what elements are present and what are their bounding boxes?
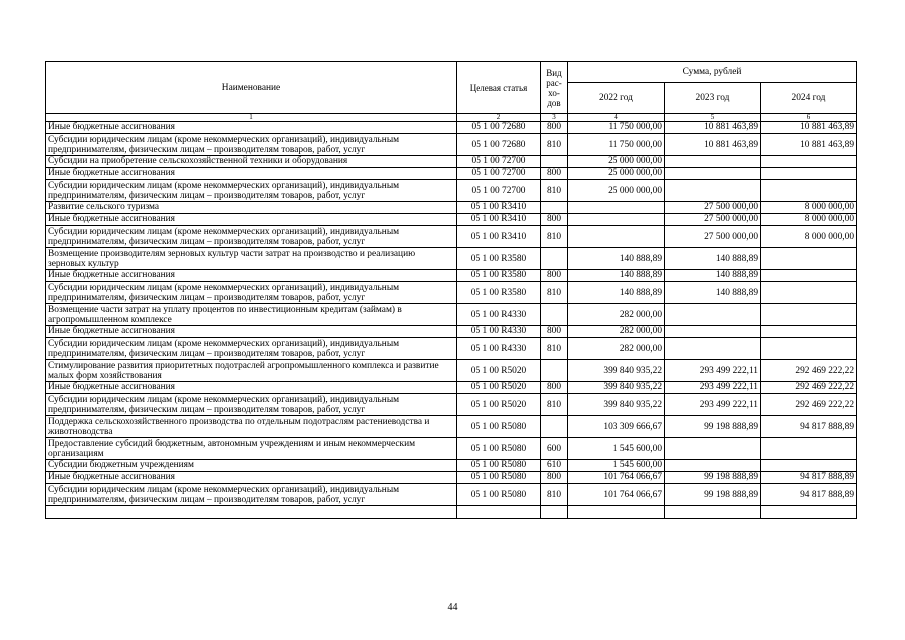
- row-sum-2024: [761, 460, 857, 472]
- row-sum-2022: 282 000,00: [568, 326, 665, 338]
- row-target-article: 05 1 00 R4330: [457, 326, 541, 338]
- row-sum-2022: 1 545 600,00: [568, 438, 665, 460]
- row-name: Субсидии юридическим лицам (кроме некоммерческих организаций), индивидуальным предпринимателям, физическим лицам – производителям товаров, работ, услуг: [46, 180, 457, 202]
- table-row: [46, 472, 857, 484]
- row-expense-type: [541, 304, 568, 326]
- row-target-article: 05 1 00 R5080: [457, 416, 541, 438]
- table-row: [46, 382, 857, 394]
- row-name: Иные бюджетные ассигнования: [46, 122, 457, 134]
- row-sum-2023: 99 198 888,89: [665, 416, 761, 438]
- row-target-article: 05 1 00 R3580: [457, 282, 541, 304]
- row-target-article: 05 1 00 R3580: [457, 270, 541, 282]
- row-name: Развитие сельского туризма: [46, 202, 457, 214]
- row-name: Субсидии бюджетным учреждениям: [46, 460, 457, 472]
- row-sum-2024: [761, 326, 857, 338]
- row-target-article: 05 1 00 R3410: [457, 202, 541, 214]
- empty-cell: [568, 506, 665, 519]
- row-expense-type: 800: [541, 122, 568, 134]
- row-expense-type: 800: [541, 326, 568, 338]
- row-expense-type: [541, 202, 568, 214]
- row-sum-2022: 140 888,89: [568, 270, 665, 282]
- row-target-article: 05 1 00 R5080: [457, 472, 541, 484]
- empty-cell: [541, 506, 568, 519]
- col-number: 4: [568, 114, 665, 122]
- row-expense-type: [541, 360, 568, 382]
- row-sum-2024: [761, 168, 857, 180]
- table-row: [46, 134, 857, 156]
- row-expense-type: 810: [541, 338, 568, 360]
- row-sum-2023: 27 500 000,00: [665, 226, 761, 248]
- col-number: 2: [457, 114, 541, 122]
- row-target-article: 05 1 00 72700: [457, 156, 541, 168]
- table-row: [46, 282, 857, 304]
- row-name: Субсидии юридическим лицам (кроме некоммерческих организаций), индивидуальным предпринимателям, физическим лицам – производителям товаров, работ, услуг: [46, 134, 457, 156]
- row-sum-2023: 99 198 888,89: [665, 484, 761, 506]
- row-expense-type: 810: [541, 226, 568, 248]
- row-sum-2024: [761, 180, 857, 202]
- col-number: 3: [541, 114, 568, 122]
- row-name: Субсидии юридическим лицам (кроме некоммерческих организаций), индивидуальным предпринимателям, физическим лицам – производителям товаров, работ, услуг: [46, 394, 457, 416]
- row-sum-2022: 282 000,00: [568, 304, 665, 326]
- row-sum-2024: [761, 338, 857, 360]
- row-expense-type: 810: [541, 394, 568, 416]
- row-sum-2024: 292 469 222,22: [761, 360, 857, 382]
- col-number: 1: [46, 114, 457, 122]
- row-sum-2022: [568, 226, 665, 248]
- table-row: [46, 214, 857, 226]
- row-sum-2023: [665, 438, 761, 460]
- row-sum-2023: [665, 156, 761, 168]
- row-sum-2023: 99 198 888,89: [665, 472, 761, 484]
- row-name: Субсидии на приобретение сельскохозяйственной техники и оборудования: [46, 156, 457, 168]
- col-number: 5: [665, 114, 761, 122]
- row-sum-2024: 94 817 888,89: [761, 484, 857, 506]
- empty-cell: [46, 506, 457, 519]
- row-name: Иные бюджетные ассигнования: [46, 214, 457, 226]
- row-target-article: 05 1 00 R5020: [457, 394, 541, 416]
- row-target-article: 05 1 00 R5080: [457, 460, 541, 472]
- row-expense-type: 800: [541, 472, 568, 484]
- header-year-2022: 2022 год: [568, 83, 665, 114]
- row-name: Стимулирование развития приоритетных подотраслей агропромышленного комплекса и развитие малых форм хозяйствования: [46, 360, 457, 382]
- header-name: Наименование: [46, 62, 457, 114]
- table-row: [46, 270, 857, 282]
- row-name: Иные бюджетные ассигнования: [46, 382, 457, 394]
- row-sum-2024: 94 817 888,89: [761, 472, 857, 484]
- row-expense-type: 800: [541, 270, 568, 282]
- row-expense-type: 800: [541, 382, 568, 394]
- row-sum-2022: 25 000 000,00: [568, 156, 665, 168]
- row-sum-2022: 101 764 066,67: [568, 484, 665, 506]
- row-name: Иные бюджетные ассигнования: [46, 472, 457, 484]
- row-sum-2023: [665, 180, 761, 202]
- row-sum-2022: 11 750 000,00: [568, 122, 665, 134]
- row-sum-2024: [761, 156, 857, 168]
- row-sum-2024: [761, 304, 857, 326]
- row-sum-2023: 293 499 222,11: [665, 360, 761, 382]
- table-row: [46, 180, 857, 202]
- table-row: [46, 226, 857, 248]
- row-sum-2024: 8 000 000,00: [761, 202, 857, 214]
- row-name: Поддержка сельскохозяйственного производства по отдельным подотраслям растениеводства и животноводства: [46, 416, 457, 438]
- row-sum-2022: [568, 214, 665, 226]
- table-row: [46, 438, 857, 460]
- row-name: Субсидии юридическим лицам (кроме некоммерческих организаций), индивидуальным предпринимателям, физическим лицам – производителям товаров, работ, услуг: [46, 282, 457, 304]
- row-target-article: 05 1 00 72680: [457, 134, 541, 156]
- row-target-article: 05 1 00 R5080: [457, 484, 541, 506]
- row-sum-2022: 11 750 000,00: [568, 134, 665, 156]
- row-target-article: 05 1 00 R5020: [457, 382, 541, 394]
- table-row: [46, 202, 857, 214]
- row-sum-2022: 399 840 935,22: [568, 382, 665, 394]
- row-sum-2022: 399 840 935,22: [568, 394, 665, 416]
- row-sum-2022: 25 000 000,00: [568, 168, 665, 180]
- row-sum-2022: 140 888,89: [568, 282, 665, 304]
- row-sum-2023: [665, 168, 761, 180]
- table-row: [46, 168, 857, 180]
- row-target-article: 05 1 00 R5080: [457, 438, 541, 460]
- row-name: Иные бюджетные ассигнования: [46, 326, 457, 338]
- row-sum-2023: 10 881 463,89: [665, 134, 761, 156]
- row-expense-type: [541, 248, 568, 270]
- row-sum-2024: [761, 248, 857, 270]
- row-sum-2022: 1 545 600,00: [568, 460, 665, 472]
- row-sum-2024: 10 881 463,89: [761, 134, 857, 156]
- row-sum-2024: 94 817 888,89: [761, 416, 857, 438]
- row-sum-2024: 10 881 463,89: [761, 122, 857, 134]
- row-sum-2023: 27 500 000,00: [665, 202, 761, 214]
- row-sum-2023: 140 888,89: [665, 282, 761, 304]
- row-sum-2022: 140 888,89: [568, 248, 665, 270]
- row-sum-2022: 103 309 666,67: [568, 416, 665, 438]
- row-sum-2024: [761, 282, 857, 304]
- table-row: [46, 360, 857, 382]
- row-sum-2023: 140 888,89: [665, 270, 761, 282]
- row-sum-2024: 292 469 222,22: [761, 382, 857, 394]
- row-target-article: 05 1 00 R4330: [457, 304, 541, 326]
- empty-cell: [761, 506, 857, 519]
- row-sum-2023: [665, 326, 761, 338]
- budget-table: [45, 61, 857, 519]
- row-expense-type: 810: [541, 134, 568, 156]
- row-target-article: 05 1 00 R3580: [457, 248, 541, 270]
- table-row: [46, 248, 857, 270]
- table-row: [46, 326, 857, 338]
- row-name: Субсидии юридическим лицам (кроме некоммерческих организаций), индивидуальным предпринимателям, физическим лицам – производителям товаров, работ, услуг: [46, 484, 457, 506]
- row-sum-2023: [665, 460, 761, 472]
- table-row: [46, 460, 857, 472]
- row-sum-2023: 140 888,89: [665, 248, 761, 270]
- row-expense-type: 800: [541, 168, 568, 180]
- row-sum-2022: 399 840 935,22: [568, 360, 665, 382]
- row-sum-2024: [761, 270, 857, 282]
- header-expense-type: Вид рас-хо-дов: [541, 62, 568, 114]
- row-name: Предоставление субсидий бюджетным, автономным учреждениям и иным некоммерческим организациям: [46, 438, 457, 460]
- row-name: Возмещение части затрат на уплату процентов по инвестиционным кредитам (займам) в агропромышленном комплексе: [46, 304, 457, 326]
- row-sum-2022: 101 764 066,67: [568, 472, 665, 484]
- row-expense-type: 810: [541, 282, 568, 304]
- table-row: [46, 122, 857, 134]
- row-sum-2024: 8 000 000,00: [761, 214, 857, 226]
- row-expense-type: 600: [541, 438, 568, 460]
- row-sum-2023: [665, 338, 761, 360]
- row-name: Иные бюджетные ассигнования: [46, 270, 457, 282]
- row-sum-2023: [665, 304, 761, 326]
- row-name: Субсидии юридическим лицам (кроме некоммерческих организаций), индивидуальным предпринимателям, физическим лицам – производителям товаров, работ, услуг: [46, 226, 457, 248]
- row-sum-2023: 293 499 222,11: [665, 382, 761, 394]
- row-name: Иные бюджетные ассигнования: [46, 168, 457, 180]
- row-name: Возмещение производителям зерновых культур части затрат на производство и реализацию зерновых культур: [46, 248, 457, 270]
- row-sum-2023: 10 881 463,89: [665, 122, 761, 134]
- header-year-2024: 2024 год: [761, 83, 857, 114]
- table-row: [46, 304, 857, 326]
- row-target-article: 05 1 00 R5020: [457, 360, 541, 382]
- row-expense-type: 810: [541, 180, 568, 202]
- row-sum-2022: [568, 202, 665, 214]
- empty-cell: [665, 506, 761, 519]
- row-target-article: 05 1 00 72680: [457, 122, 541, 134]
- row-expense-type: [541, 416, 568, 438]
- table-body: [46, 122, 857, 519]
- row-target-article: 05 1 00 R3410: [457, 214, 541, 226]
- row-sum-2022: 25 000 000,00: [568, 180, 665, 202]
- row-sum-2023: 27 500 000,00: [665, 214, 761, 226]
- col-number: 6: [761, 114, 857, 122]
- row-expense-type: 810: [541, 484, 568, 506]
- header-year-2023: 2023 год: [665, 83, 761, 114]
- row-target-article: 05 1 00 72700: [457, 180, 541, 202]
- row-sum-2024: 292 469 222,22: [761, 394, 857, 416]
- row-sum-2022: 282 000,00: [568, 338, 665, 360]
- table-row: [46, 416, 857, 438]
- table-row: [46, 156, 857, 168]
- row-sum-2024: 8 000 000,00: [761, 226, 857, 248]
- row-target-article: 05 1 00 R4330: [457, 338, 541, 360]
- header-sum: Сумма, рублей: [568, 62, 857, 83]
- row-sum-2024: [761, 438, 857, 460]
- row-expense-type: [541, 156, 568, 168]
- table-row: [46, 394, 857, 416]
- row-target-article: 05 1 00 72700: [457, 168, 541, 180]
- table-row: [46, 484, 857, 506]
- row-expense-type: 800: [541, 214, 568, 226]
- row-target-article: 05 1 00 R3410: [457, 226, 541, 248]
- empty-cell: [457, 506, 541, 519]
- header-target-article: Целевая статья: [457, 62, 541, 114]
- row-sum-2023: 293 499 222,11: [665, 394, 761, 416]
- row-expense-type: 610: [541, 460, 568, 472]
- table-row: [46, 338, 857, 360]
- page-number: 44: [447, 602, 458, 613]
- table-row-empty: [46, 506, 857, 519]
- row-name: Субсидии юридическим лицам (кроме некоммерческих организаций), индивидуальным предпринимателям, физическим лицам – производителям товаров, работ, услуг: [46, 338, 457, 360]
